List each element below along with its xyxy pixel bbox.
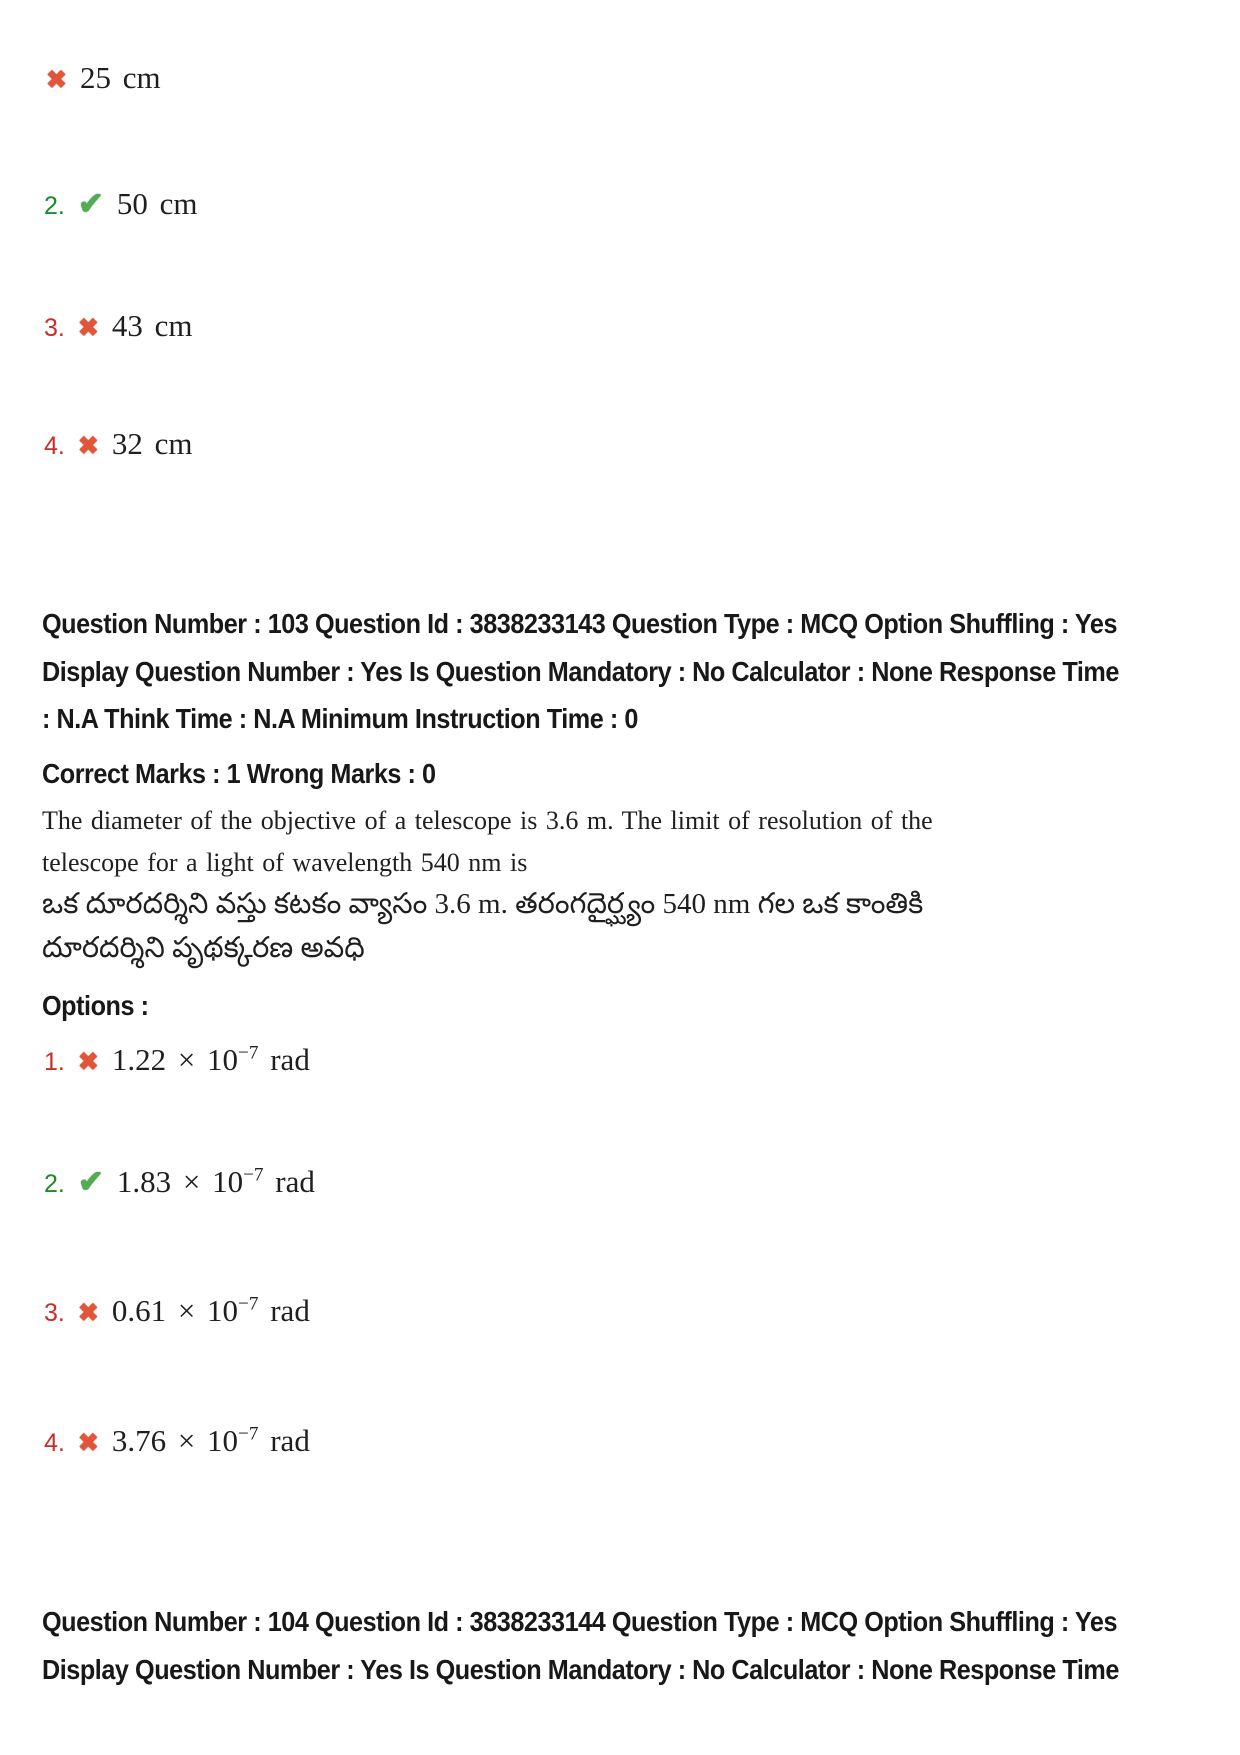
- option-value-base: 1.22 × 10: [111, 1042, 239, 1077]
- question-104-metadata: [42, 1598, 1239, 1693]
- wrong-icon: ✖: [77, 1048, 99, 1076]
- metadata-line: Question Number : 104 Question Id : 3838233144 Question Type : MCQ Option Shuffling : Yes: [42, 1606, 1118, 1637]
- option-value-unit: rad: [258, 1042, 310, 1077]
- question-103-metadata: [42, 600, 1239, 743]
- option-row-q103-2: [44, 1164, 315, 1200]
- options-label: Options :: [42, 990, 149, 1021]
- question-text-line: telescope for a light of wavelength 540 nm is: [42, 848, 528, 877]
- option-value: [112, 1293, 310, 1329]
- option-number: 1.: [44, 1048, 65, 1076]
- option-row-prev-2: [44, 186, 197, 222]
- option-number: 3.: [44, 1299, 65, 1327]
- correct-icon: ✔: [77, 186, 104, 221]
- question-103-marks: [42, 750, 479, 798]
- option-label: 25 cm: [79, 60, 161, 95]
- option-row-q103-3: [44, 1293, 310, 1329]
- metadata-line: : N.A Think Time : N.A Minimum Instruction Time : 0: [42, 703, 638, 734]
- option-number: 3.: [44, 314, 65, 342]
- option-number: 2.: [44, 192, 65, 220]
- question-text-line: The diameter of the objective of a telescope is 3.6 m. The limit of resolution of the: [42, 806, 933, 835]
- option-number: 4.: [44, 1429, 65, 1457]
- option-value: [117, 1164, 315, 1200]
- option-value: [112, 1423, 310, 1459]
- wrong-icon: ✖: [77, 1299, 99, 1327]
- option-label: 32 cm: [111, 426, 193, 461]
- option-value-unit: rad: [258, 1293, 310, 1328]
- options-label-block: [42, 982, 160, 1030]
- option-row-prev-4: [44, 426, 192, 462]
- option-value-unit: rad: [258, 1423, 310, 1458]
- option-row-q103-4: [44, 1423, 310, 1459]
- wrong-icon: ✖: [46, 66, 67, 94]
- option-row-prev-3: [44, 308, 192, 344]
- option-value-base: 0.61 × 10: [111, 1293, 239, 1328]
- question-103-text-english: [42, 800, 933, 884]
- metadata-line: Question Number : 103 Question Id : 3838233143 Question Type : MCQ Option Shuffling : Yes: [42, 608, 1118, 639]
- wrong-icon: ✖: [77, 432, 99, 460]
- metadata-line: Display Question Number : Yes Is Question Mandatory : No Calculator : None Response Time: [42, 655, 1119, 687]
- wrong-icon: ✖: [77, 1429, 99, 1457]
- marks-line: Correct Marks : 1 Wrong Marks : 0: [42, 758, 436, 789]
- question-text-line: దూరదర్శిని పృథక్కరణ అవధి: [42, 932, 365, 964]
- option-value-exponent: −7: [243, 1164, 264, 1186]
- option-row-q103-1: [44, 1042, 310, 1078]
- question-text-line: ఒక దూరదర్శిని వస్తు కటకం వ్యాసం 3.6 m. తరంగదైర్ఘ్యం 540 nm గల ఒక కాంతికి: [42, 888, 924, 920]
- wrong-icon: ✖: [77, 314, 99, 342]
- metadata-line: Display Question Number : Yes Is Question Mandatory : No Calculator : None Response Time: [42, 1653, 1119, 1685]
- option-label: 43 cm: [111, 308, 193, 343]
- option-value: [112, 1042, 310, 1078]
- question-103-text-telugu: [42, 882, 923, 970]
- option-value-exponent: −7: [238, 1423, 259, 1445]
- option-label: 50 cm: [116, 186, 198, 221]
- option-value-exponent: −7: [238, 1042, 259, 1064]
- option-value-unit: rad: [263, 1164, 315, 1199]
- option-value-exponent: −7: [238, 1293, 259, 1315]
- option-value-base: 3.76 × 10: [111, 1423, 239, 1458]
- option-row-prev-1: [46, 60, 161, 96]
- correct-icon: ✔: [77, 1164, 104, 1199]
- option-value-base: 1.83 × 10: [116, 1164, 244, 1199]
- option-number: 2.: [44, 1170, 65, 1198]
- option-number: 4.: [44, 432, 65, 460]
